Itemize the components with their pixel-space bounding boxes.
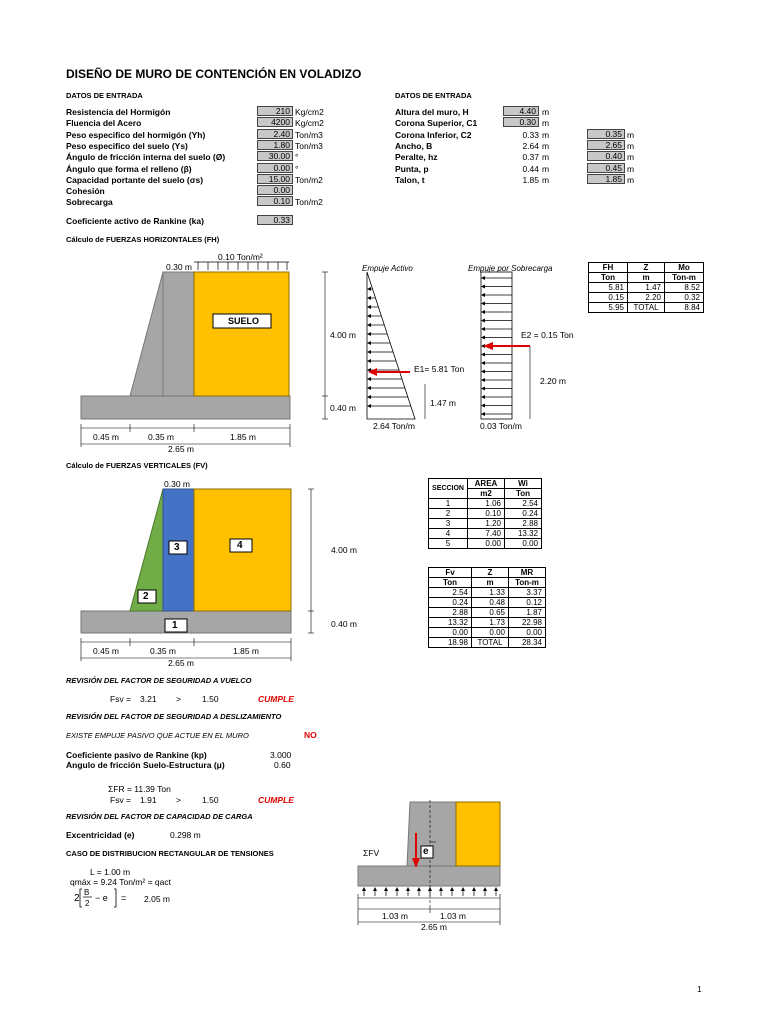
table-cell: 1.20 bbox=[468, 519, 505, 529]
fv-label-1: 1 bbox=[172, 620, 178, 631]
bearing-footing bbox=[358, 866, 500, 886]
right-input-value: 0.44 bbox=[522, 163, 539, 174]
table-cell: 0.00 bbox=[505, 539, 542, 549]
right-input-calc-unit: m bbox=[627, 140, 635, 151]
e2-label: E2 = 0.15 Ton bbox=[521, 330, 574, 340]
table-cell: TOTAL bbox=[472, 638, 509, 648]
surcharge-title: Empuje por Sobrecarga bbox=[468, 264, 553, 273]
table-cell: 0.24 bbox=[429, 598, 472, 608]
ecc-label: Excentricidad (e) bbox=[66, 830, 135, 840]
table-cell: 2.20 bbox=[628, 293, 665, 303]
table-cell: 0.00 bbox=[429, 628, 472, 638]
fv-moment-table: Fv Z MR Ton m Ton-m 2.54 1.33 3.37 0.24 0.48 0.12 2.88 0.65 1.87 13.32 1.73 22.98 0.00 0.00 0.00 18.98 TOTAL 28.34 bbox=[428, 567, 546, 648]
left-input-label: Peso especifico del hormigón (Yh) bbox=[66, 129, 206, 140]
fh-dim-toe: 0.45 m bbox=[93, 432, 119, 442]
fh-crown-label: 0.30 m bbox=[166, 262, 192, 272]
table-cell: 0.32 bbox=[665, 293, 704, 303]
fh-heading: Cálculo de FUERZAS HORIZONTALES (FH) bbox=[66, 235, 220, 244]
left-input-unit: Kg/cm2 bbox=[295, 118, 324, 129]
svg-text:− e: − e bbox=[95, 893, 108, 903]
right-input-value: 0.33 bbox=[522, 129, 539, 140]
desliz-value: 1.91 bbox=[140, 795, 157, 805]
right-input-calc-unit: m bbox=[627, 129, 635, 140]
kp-value: 3.000 bbox=[270, 750, 292, 760]
fh-h-base: 0.40 m bbox=[330, 403, 356, 413]
left-input-unit: Ton/m3 bbox=[295, 129, 323, 140]
svg-text:=: = bbox=[121, 893, 127, 903]
right-input-label: Punta, p bbox=[395, 163, 429, 174]
rankine-label: Coeficiente activo de Rankine (ka) bbox=[66, 216, 204, 226]
vuelco-limit: 1.50 bbox=[202, 694, 219, 704]
fh-h-stem: 4.00 m bbox=[330, 330, 356, 340]
table-cell: 13.32 bbox=[429, 618, 472, 628]
left-input-value[interactable]: 210 bbox=[257, 106, 293, 116]
vuelco-heading: REVISIÓN DEL FACTOR DE SEGURIDAD A VUELCO bbox=[66, 676, 252, 685]
e1-base: 2.64 Ton/m bbox=[373, 421, 415, 431]
table-cell: 4 bbox=[429, 529, 468, 539]
table-cell: 0.00 bbox=[509, 628, 546, 638]
desliz-answer: NO bbox=[304, 730, 317, 740]
svg-text:2: 2 bbox=[85, 899, 90, 908]
svg-text:B: B bbox=[84, 888, 90, 897]
right-input-value[interactable]: 0.30 bbox=[503, 117, 539, 127]
right-input-label: Peralte, hz bbox=[395, 152, 438, 163]
left-input-label: Ángulo que forma el relleno (β) bbox=[66, 163, 192, 174]
desliz-heading: REVISIÓN DEL FACTOR DE SEGURIDAD A DESLIZAMIENTO bbox=[66, 712, 282, 721]
e2-z: 2.20 m bbox=[540, 376, 566, 386]
fh-soil-label: SUELO bbox=[228, 316, 260, 326]
active-title: Empuje Activo bbox=[362, 264, 413, 273]
left-input-label: Sobrecarga bbox=[66, 197, 113, 208]
left-input-label: Fluencia del Acero bbox=[66, 118, 142, 129]
table-cell: 7.40 bbox=[468, 529, 505, 539]
right-input-calc[interactable]: 2.65 bbox=[587, 140, 625, 150]
fv-heading: Cálculo de FUERZAS VERTICALES (FV) bbox=[66, 461, 208, 470]
bearing-pressure-arrows bbox=[362, 887, 498, 896]
sfv-label: ΣFV bbox=[363, 848, 380, 858]
vuelco-label: Fsv = bbox=[110, 694, 132, 704]
e2-base: 0.03 Ton/m bbox=[480, 421, 522, 431]
table-cell: 0.48 bbox=[472, 598, 509, 608]
fv-dim-toe: 0.45 m bbox=[93, 646, 119, 656]
left-input-unit: Ton/m3 bbox=[295, 140, 323, 151]
right-input-label: Corona Superior, C1 bbox=[395, 118, 478, 129]
vuelco-result: CUMPLE bbox=[258, 694, 294, 704]
table-cell: 2.88 bbox=[429, 608, 472, 618]
mu-value: 0.60 bbox=[274, 760, 291, 770]
vuelco-value: 3.21 bbox=[140, 694, 157, 704]
e1-z: 1.47 m bbox=[430, 398, 456, 408]
table-cell: 3.37 bbox=[509, 588, 546, 598]
fh-dim-heel: 1.85 m bbox=[230, 432, 256, 442]
right-input-heading: DATOS DE ENTRADA bbox=[395, 91, 472, 100]
fv-label-2: 2 bbox=[143, 591, 149, 602]
left-input-value[interactable]: 15.00 bbox=[257, 174, 293, 184]
left-input-unit: ° bbox=[295, 163, 299, 174]
carga-heading: REVISIÓN DEL FACTOR DE CAPACIDAD DE CARGA bbox=[66, 812, 253, 821]
right-input-unit: m bbox=[542, 140, 550, 151]
fv-crown-label: 0.30 m bbox=[164, 479, 190, 489]
left-input-value[interactable]: 0.10 bbox=[257, 196, 293, 206]
bearing-dim-left: 1.03 m bbox=[382, 911, 408, 921]
desliz-limit: 1.50 bbox=[202, 795, 219, 805]
desliz-op: > bbox=[176, 795, 181, 805]
right-input-calc[interactable]: 0.45 bbox=[587, 163, 625, 173]
bearing-soil bbox=[456, 802, 500, 866]
table-cell: 0.10 bbox=[468, 509, 505, 519]
table-cell: 5 bbox=[429, 539, 468, 549]
right-input-unit: m bbox=[542, 163, 550, 174]
right-input-unit: m bbox=[542, 118, 550, 129]
right-input-value: 1.85 bbox=[522, 174, 539, 185]
table-cell: 0.15 bbox=[589, 293, 628, 303]
table-cell: 3 bbox=[429, 519, 468, 529]
fv-label-3: 3 bbox=[174, 542, 180, 553]
left-input-label: Resistencia del Hormigón bbox=[66, 107, 171, 117]
left-input-unit: Kg/cm2 bbox=[295, 107, 324, 117]
right-input-unit: m bbox=[542, 152, 550, 163]
carga-l: L = 1.00 m bbox=[90, 867, 131, 877]
left-input-value[interactable]: 4200 bbox=[257, 117, 293, 127]
desliz-label: Fsv = bbox=[110, 795, 132, 805]
right-input-unit: m bbox=[542, 107, 550, 117]
rankine-value[interactable]: 0.33 bbox=[257, 215, 293, 225]
table-cell: 0.24 bbox=[505, 509, 542, 519]
ecc-value: 0.298 m bbox=[170, 830, 201, 840]
fv-dim-heel: 1.85 m bbox=[233, 646, 259, 656]
table-cell: 2.88 bbox=[505, 519, 542, 529]
e-label: e bbox=[423, 846, 429, 857]
right-input-label: Talon, t bbox=[395, 174, 425, 185]
table-cell: 2 bbox=[429, 509, 468, 519]
fh-dim-stem: 0.35 m bbox=[148, 432, 174, 442]
carga-case: CASO DE DISTRIBUCION RECTANGULAR DE TENSIONES bbox=[66, 849, 274, 858]
page-number: 1 bbox=[697, 984, 702, 994]
table-cell: 0.00 bbox=[472, 628, 509, 638]
left-input-unit: Ton/m2 bbox=[295, 174, 323, 185]
table-cell: 22.98 bbox=[509, 618, 546, 628]
left-input-value[interactable]: 0.00 bbox=[257, 185, 293, 195]
right-input-value: 0.37 bbox=[522, 152, 539, 163]
table-cell: 1.33 bbox=[472, 588, 509, 598]
left-input-value[interactable]: 30.00 bbox=[257, 151, 293, 161]
page-title: DISEÑO DE MURO DE CONTENCIÓN EN VOLADIZO bbox=[66, 67, 362, 81]
left-input-label: Cohesión bbox=[66, 186, 105, 197]
left-input-label: Ángulo de fricción interna del suelo (Ø) bbox=[66, 152, 226, 163]
right-input-value: 2.64 bbox=[522, 140, 539, 151]
left-input-heading: DATOS DE ENTRADA bbox=[66, 91, 143, 100]
fv-dim-stem: 0.35 m bbox=[150, 646, 176, 656]
right-input-calc[interactable]: 1.85 bbox=[587, 174, 625, 184]
table-cell: 0.00 bbox=[468, 539, 505, 549]
bearing-dim-right: 1.03 m bbox=[440, 911, 466, 921]
table-cell: 8.52 bbox=[665, 283, 704, 293]
table-cell: 0.65 bbox=[472, 608, 509, 618]
desliz-question: EXISTE EMPUJE PASIVO QUE ACTUE EN EL MURO bbox=[66, 731, 249, 740]
left-input-value[interactable]: 0.00 bbox=[257, 163, 293, 173]
table-cell: 28.34 bbox=[509, 638, 546, 648]
fh-dim-width: 2.65 m bbox=[168, 444, 194, 454]
svg-text:2: 2 bbox=[74, 893, 80, 904]
e1-label: E1= 5.81 Ton bbox=[414, 364, 465, 374]
table-cell: 1.73 bbox=[472, 618, 509, 628]
fv-area-table: SECCION AREA Wi m2 Ton 1 1.06 2.54 2 0.10 0.24 3 1.20 2.88 4 7.40 13.32 5 0.00 0.00 bbox=[428, 478, 542, 549]
table-cell: 1.06 bbox=[468, 499, 505, 509]
formula-value: 2.05 m bbox=[144, 894, 170, 904]
table-cell: TOTAL bbox=[628, 303, 665, 313]
fv-label-4: 4 bbox=[237, 540, 243, 551]
kp-label: Coeficiente pasivo de Rankine (kp) bbox=[66, 750, 207, 760]
table-cell: 5.95 bbox=[589, 303, 628, 313]
table-cell: 8.84 bbox=[665, 303, 704, 313]
right-input-unit: m bbox=[542, 174, 550, 185]
left-input-unit: ° bbox=[295, 152, 299, 163]
right-input-unit: m bbox=[542, 129, 550, 140]
table-cell: 1.87 bbox=[509, 608, 546, 618]
mu-label: Angulo de fricción Suelo-Estructura (μ) bbox=[66, 760, 225, 770]
fh-surcharge-label: 0.10 Ton/m² bbox=[218, 252, 263, 262]
right-input-calc[interactable]: 0.35 bbox=[587, 129, 625, 139]
right-input-calc[interactable]: 0.40 bbox=[587, 151, 625, 161]
carga-qmax: qmáx = 9.24 Ton/m² = qact bbox=[70, 877, 171, 887]
table-cell: 13.32 bbox=[505, 529, 542, 539]
left-input-value[interactable]: 2.40 bbox=[257, 129, 293, 139]
left-input-label: Peso especifico del suelo (Ys) bbox=[66, 140, 188, 151]
right-input-calc-unit: m bbox=[627, 163, 635, 174]
sfr-label: ΣFR = 11.39 Ton bbox=[108, 784, 171, 794]
right-input-label: Ancho, B bbox=[395, 140, 433, 151]
table-cell: 2.54 bbox=[429, 588, 472, 598]
right-input-calc-unit: m bbox=[627, 152, 635, 163]
right-input-value[interactable]: 4.40 bbox=[503, 106, 539, 116]
fv-h-base: 0.40 m bbox=[331, 619, 357, 629]
table-cell: 5.81 bbox=[589, 283, 628, 293]
fv-h-stem: 4.00 m bbox=[331, 545, 357, 555]
left-input-value[interactable]: 1.80 bbox=[257, 140, 293, 150]
bearing-width: 2.65 m bbox=[421, 922, 447, 932]
left-input-label: Capacidad portante del suelo (σs) bbox=[66, 174, 204, 185]
vuelco-op: > bbox=[176, 694, 181, 704]
table-cell: 2.54 bbox=[505, 499, 542, 509]
left-input-unit: Ton/m2 bbox=[295, 197, 323, 208]
right-input-calc-unit: m bbox=[627, 174, 635, 185]
table-cell: 1 bbox=[429, 499, 468, 509]
table-cell: 0.12 bbox=[509, 598, 546, 608]
right-input-label: Altura del muro, H bbox=[395, 107, 469, 117]
right-input-label: Corona Inferior, C2 bbox=[395, 129, 472, 140]
desliz-result: CUMPLE bbox=[258, 795, 294, 805]
table-cell: 18.98 bbox=[429, 638, 472, 648]
fh-table: FH Z Mo Ton m Ton-m 5.81 1.47 8.52 0.15 2.20 0.32 5.95 TOTAL 8.84 bbox=[588, 262, 704, 313]
table-cell: 1.47 bbox=[628, 283, 665, 293]
fv-dim-width: 2.65 m bbox=[168, 658, 194, 668]
